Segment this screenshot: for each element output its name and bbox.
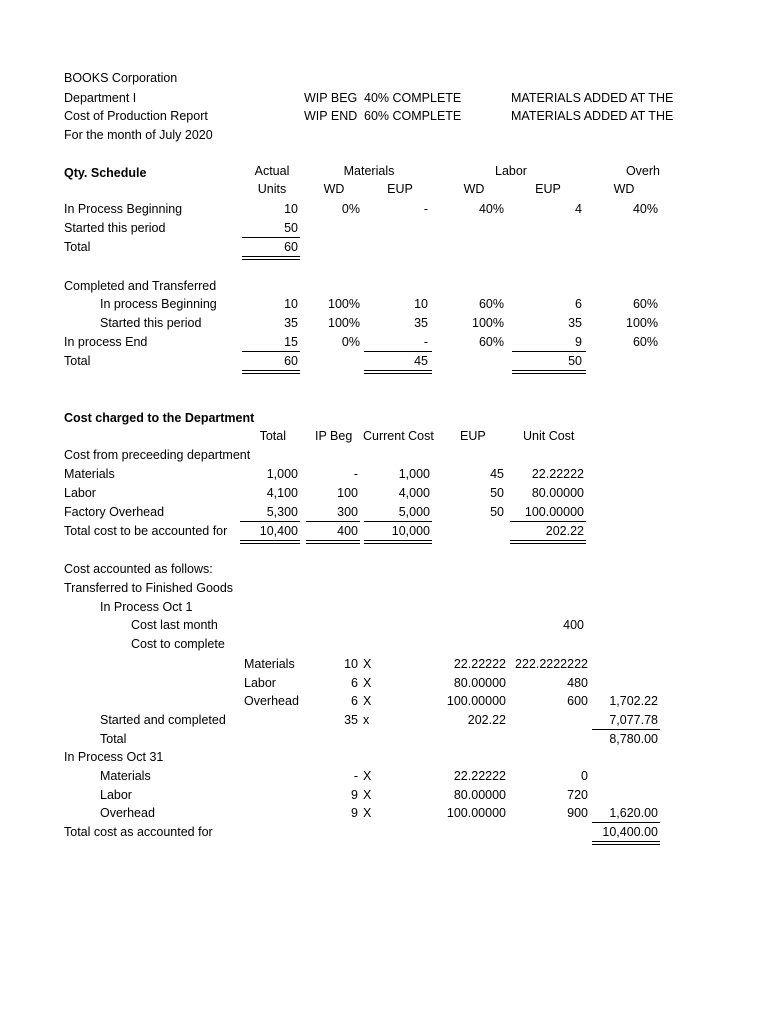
- department-name: Department I: [64, 91, 137, 105]
- report-period: For the month of July 2020: [64, 128, 213, 142]
- row-l-wd: 60%: [478, 297, 504, 311]
- row-eup: 45: [490, 467, 504, 481]
- row-amount: 720: [567, 788, 588, 802]
- row-label: Total: [64, 354, 91, 368]
- transferred-fg-title: Transferred to Finished Goods: [64, 581, 234, 595]
- row-m-eup: 45: [414, 354, 428, 368]
- row-l-eup: 9: [575, 335, 582, 349]
- row-o-wd: 40%: [632, 202, 658, 216]
- report-title: Cost of Production Report: [64, 109, 208, 123]
- col-l-wd: WD: [463, 182, 485, 196]
- row-x: x: [363, 713, 370, 727]
- col-labor: Labor: [495, 164, 527, 178]
- row-l-eup: 50: [568, 354, 582, 368]
- wip-beg-pct: 40% COMPLETE: [364, 91, 462, 105]
- row-amount: 0: [581, 769, 588, 783]
- col-l-eup: EUP: [535, 182, 561, 196]
- col-ipbeg: IP Beg: [315, 429, 353, 443]
- double-rule: [306, 540, 360, 544]
- row-rate: 80.00000: [453, 788, 506, 802]
- company-name: BOOKS Corporation: [64, 71, 178, 85]
- row-total: 4,100: [266, 486, 298, 500]
- row-m-eup: 35: [414, 316, 428, 330]
- row-label: Labor: [64, 486, 96, 500]
- double-rule: [364, 540, 432, 544]
- completed-transferred-title: Completed and Transferred: [64, 279, 217, 293]
- row-total: 10,400.00: [602, 825, 658, 839]
- row-unit: 22.22222: [531, 467, 584, 481]
- row-l-wd: 60%: [478, 335, 504, 349]
- row-unit: 80.00000: [531, 486, 584, 500]
- col-current-cost: Current Cost: [363, 429, 434, 443]
- row-rate: 80.00000: [453, 676, 506, 690]
- row-eup: 50: [490, 486, 504, 500]
- materials-note-2: MATERIALS ADDED AT THE: [511, 109, 674, 123]
- row-l-eup: 4: [575, 202, 582, 216]
- row-total: 8,780.00: [609, 732, 658, 746]
- row-label: In Process Beginning: [64, 202, 183, 216]
- wip-beg-label: WIP BEG: [304, 91, 358, 105]
- row-qty: 6: [351, 694, 358, 708]
- row-label: In process End: [64, 335, 148, 349]
- col-unit-cost: Unit Cost: [523, 429, 575, 443]
- row-eup: 50: [490, 505, 504, 519]
- row-rate: 100.00000: [446, 694, 506, 708]
- row-qty: 35: [344, 713, 358, 727]
- wip-end-label: WIP END: [304, 109, 358, 123]
- row-o-wd: 100%: [626, 316, 658, 330]
- row-units: 60: [284, 240, 298, 254]
- row-label: Started and completed: [100, 713, 226, 727]
- cost-to-complete-label: Cost to complete: [131, 637, 225, 651]
- row-label: Materials: [100, 769, 151, 783]
- row-x: X: [363, 806, 372, 820]
- row-label: Total: [100, 732, 127, 746]
- row-m-wd: 0%: [341, 335, 360, 349]
- row-m-wd: 100%: [328, 297, 360, 311]
- row-qty: 10: [344, 657, 358, 671]
- row-l-wd: 40%: [478, 202, 504, 216]
- col-eup: EUP: [460, 429, 486, 443]
- row-units: 60: [284, 354, 298, 368]
- row-label: Started this period: [100, 316, 202, 330]
- col-units: Units: [257, 182, 287, 196]
- row-l-eup: 6: [575, 297, 582, 311]
- row-current: 1,000: [398, 467, 430, 481]
- row-qty: 9: [351, 806, 358, 820]
- row-m-wd: 100%: [328, 316, 360, 330]
- cost-last-month-label: Cost last month: [131, 618, 218, 632]
- row-rate: 100.00000: [446, 806, 506, 820]
- row-total: 1,000: [266, 467, 298, 481]
- row-o-wd: 60%: [632, 335, 658, 349]
- row-qty: -: [353, 769, 358, 783]
- row-ipbeg: 300: [337, 505, 358, 519]
- col-overhead: Overh: [625, 164, 660, 178]
- row-l-eup: 35: [568, 316, 582, 330]
- double-rule: [592, 841, 660, 845]
- row-ipbeg: 100: [337, 486, 358, 500]
- row-label: Factory Overhead: [64, 505, 165, 519]
- row-m-eup: 10: [414, 297, 428, 311]
- row-o-wd: 60%: [632, 297, 658, 311]
- col-actual: Actual: [254, 164, 290, 178]
- row-current: 5,000: [398, 505, 430, 519]
- row-units: 15: [284, 335, 298, 349]
- in-process-oct31: In Process Oct 31: [64, 750, 164, 764]
- double-rule: [510, 540, 586, 544]
- row-x: X: [363, 788, 372, 802]
- row-amount: 480: [567, 676, 588, 690]
- row-label: Total cost to be accounted for: [64, 524, 228, 538]
- row-label: Materials: [64, 467, 115, 481]
- row-label: Started this period: [64, 221, 166, 235]
- row-total: 5,300: [266, 505, 298, 519]
- row-ipbeg: 400: [337, 524, 358, 538]
- row-ipbeg: -: [353, 467, 358, 481]
- row-l-wd: 100%: [472, 316, 504, 330]
- row-units: 10: [284, 297, 298, 311]
- col-o-wd: WD: [613, 182, 635, 196]
- cost-preceding-dept: Cost from preceeding department: [64, 448, 251, 462]
- row-unit: 202.22: [545, 524, 584, 538]
- row-label: Overhead: [244, 694, 299, 708]
- row-x: X: [363, 676, 372, 690]
- row-x: X: [363, 657, 372, 671]
- materials-note-1: MATERIALS ADDED AT THE: [511, 91, 674, 105]
- row-amount: 600: [567, 694, 588, 708]
- row-qty: 9: [351, 788, 358, 802]
- double-rule: [364, 370, 432, 374]
- double-rule: [512, 370, 586, 374]
- cost-charged-title: Cost charged to the Department: [64, 411, 255, 425]
- cost-last-month-value: 400: [563, 618, 584, 632]
- col-m-eup: EUP: [387, 182, 413, 196]
- row-m-wd: 0%: [341, 202, 360, 216]
- row-label: Materials: [244, 657, 295, 671]
- row-current: 4,000: [398, 486, 430, 500]
- col-total: Total: [259, 429, 286, 443]
- row-label: Total: [64, 240, 91, 254]
- row-qty: 6: [351, 676, 358, 690]
- row-rate: 22.22222: [453, 657, 506, 671]
- double-rule: [242, 370, 300, 374]
- double-rule: [240, 540, 300, 544]
- row-amount: 900: [567, 806, 588, 820]
- row-units: 35: [284, 316, 298, 330]
- row-total: 7,077.78: [609, 713, 658, 727]
- col-m-wd: WD: [323, 182, 345, 196]
- qty-schedule-title: Qty. Schedule: [64, 166, 147, 180]
- row-x: X: [363, 694, 372, 708]
- wip-end-pct: 60% COMPLETE: [364, 109, 462, 123]
- row-rate: 202.22: [467, 713, 506, 727]
- row-total: 1,702.22: [609, 694, 658, 708]
- row-label: Labor: [100, 788, 132, 802]
- row-units: 10: [284, 202, 298, 216]
- row-unit: 100.00000: [524, 505, 584, 519]
- row-total: 10,400: [259, 524, 298, 538]
- row-rate: 22.22222: [453, 769, 506, 783]
- row-label: Overhead: [100, 806, 155, 820]
- row-x: X: [363, 769, 372, 783]
- row-units: 50: [284, 221, 298, 235]
- row-label: Total cost as accounted for: [64, 825, 213, 839]
- row-m-eup: -: [423, 202, 428, 216]
- double-rule: [242, 256, 300, 260]
- col-materials: Materials: [343, 164, 395, 178]
- row-label: Labor: [244, 676, 276, 690]
- row-m-eup: -: [423, 335, 428, 349]
- row-current: 10,000: [391, 524, 430, 538]
- cost-accounted-title: Cost accounted as follows:: [64, 562, 213, 576]
- row-amount: 222.2222222: [515, 657, 588, 671]
- in-process-oct1: In Process Oct 1: [100, 600, 193, 614]
- row-total: 1,620.00: [609, 806, 658, 820]
- row-label: In process Beginning: [100, 297, 217, 311]
